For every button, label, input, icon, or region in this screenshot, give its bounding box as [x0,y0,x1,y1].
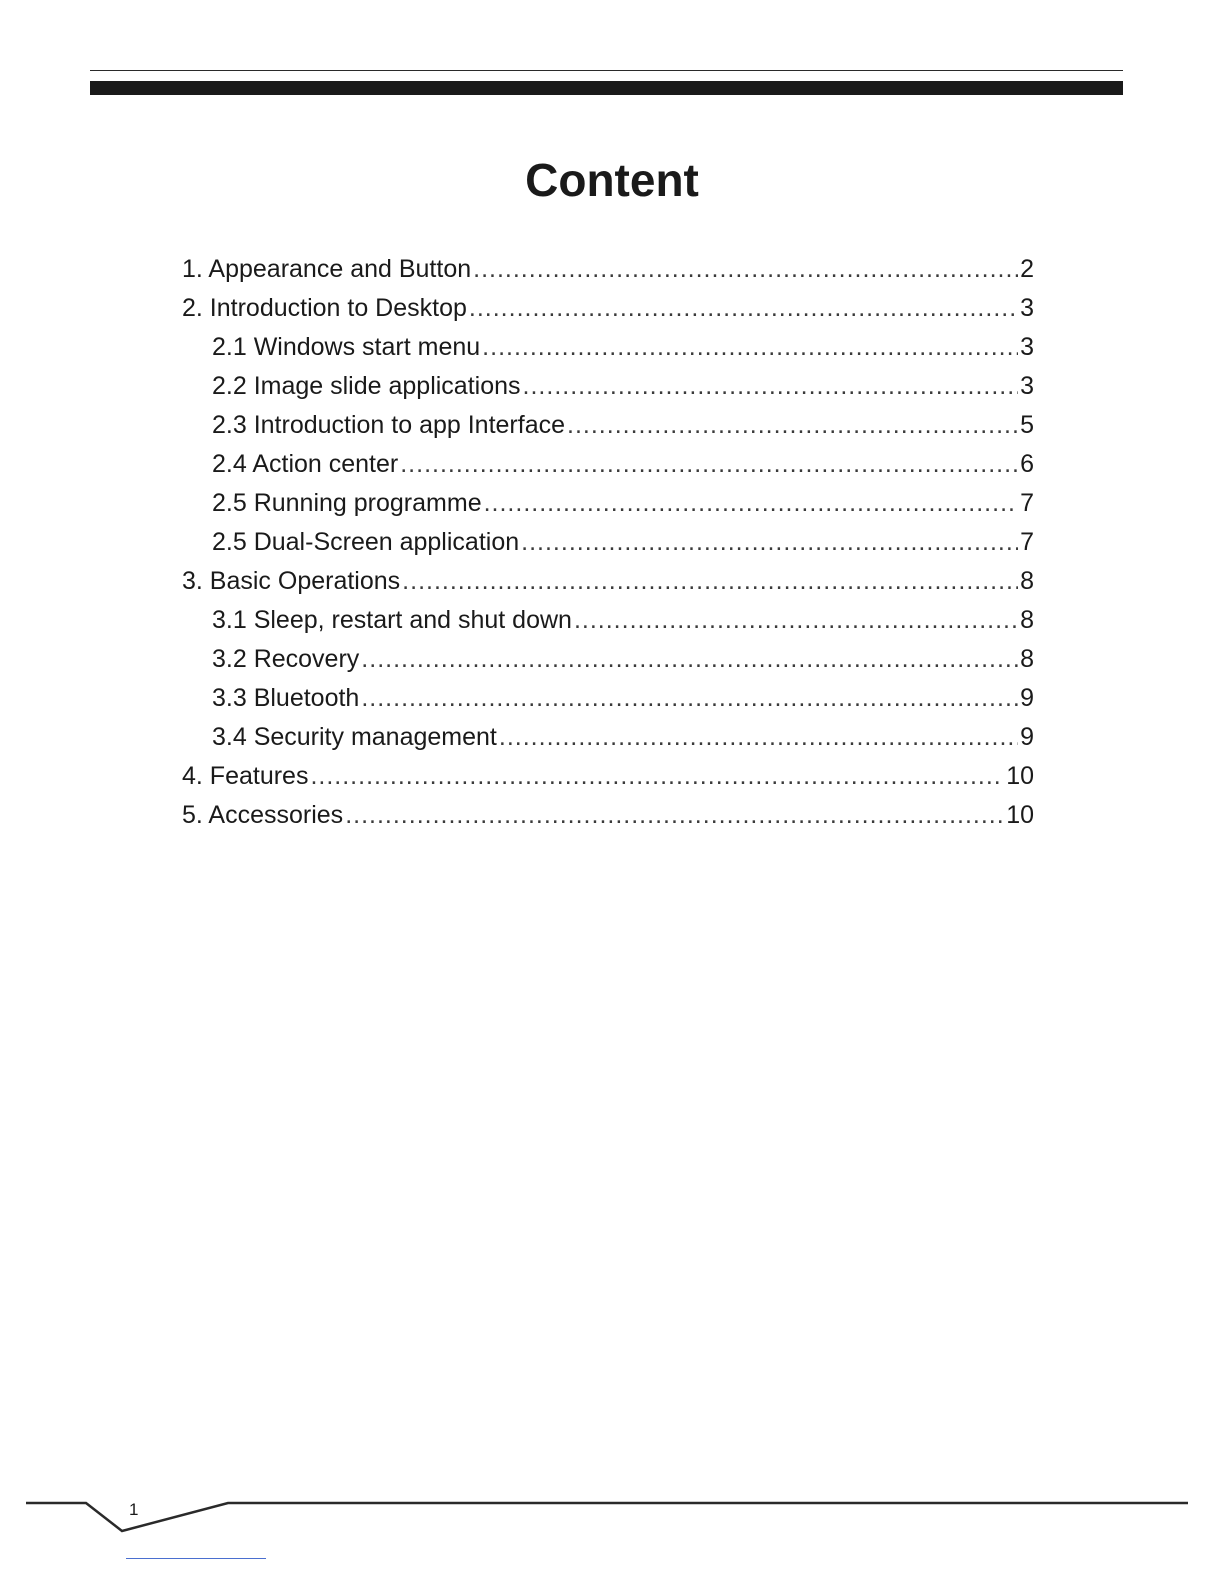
toc-dot-leader [310,757,1004,796]
toc-entry[interactable] [182,484,1034,523]
toc-dot-leader [469,289,1018,328]
toc-entry[interactable] [182,250,1034,289]
toc-dot-leader [484,484,1019,523]
toc-entry-label: 2.1 Windows start menu [212,333,481,361]
toc-entry-label: 2.5 Running programme [212,489,482,517]
toc-entry[interactable] [182,640,1034,679]
toc-entry[interactable] [182,406,1034,445]
toc-dot-leader [567,406,1018,445]
toc-entry-page: 5 [1020,411,1034,439]
toc-entry-page: 9 [1020,684,1034,712]
toc-entry[interactable] [182,757,1034,796]
table-of-contents [182,250,1034,835]
toc-entry-label: 2.4 Action center [212,450,399,478]
toc-dot-leader [361,679,1018,718]
toc-entry[interactable] [182,679,1034,718]
toc-entry-page: 3 [1020,294,1034,322]
toc-entry[interactable] [182,328,1034,367]
toc-entry-label: 3.3 Bluetooth [212,684,360,712]
toc-dot-leader [574,601,1018,640]
toc-entry-page: 8 [1020,645,1034,673]
toc-entry-page: 2 [1020,255,1034,283]
toc-entry-label: 2.3 Introduction to app Interface [212,411,566,439]
header-thin-rule [90,70,1123,71]
toc-dot-leader [499,718,1018,757]
toc-dot-leader [521,523,1018,562]
toc-entry-page: 6 [1020,450,1034,478]
toc-entry-label: 2.5 Dual-Screen application [212,528,520,556]
toc-entry-label: 5. Accessories [182,801,344,829]
toc-entry-page: 9 [1020,723,1034,751]
toc-entry-page: 7 [1020,528,1034,556]
header-thick-bar [90,81,1123,95]
toc-entry-page: 3 [1020,333,1034,361]
toc-entry-label: 3.1 Sleep, restart and shut down [212,606,572,634]
toc-entry-label: 2.2 Image slide applications [212,372,521,400]
toc-entry[interactable] [182,289,1034,328]
footer-link-underline [126,1558,266,1559]
toc-entry[interactable] [182,523,1034,562]
toc-dot-leader [402,562,1018,601]
toc-entry-label: 4. Features [182,762,309,790]
toc-entry-label: 2. Introduction to Desktop [182,294,467,322]
toc-dot-leader [400,445,1018,484]
toc-entry-label: 3. Basic Operations [182,567,401,595]
toc-entry-label: 3.4 Security management [212,723,497,751]
footer-notched-line [0,1490,1224,1540]
toc-entry-label: 1. Appearance and Button [182,255,472,283]
page-number: 1 [129,1500,139,1519]
toc-entry[interactable] [182,601,1034,640]
page-title: Content [525,154,699,206]
toc-entry-page: 8 [1020,567,1034,595]
toc-entry[interactable] [182,562,1034,601]
toc-entry[interactable] [182,445,1034,484]
toc-entry[interactable] [182,796,1034,835]
toc-dot-leader [473,250,1018,289]
toc-entry-label: 3.2 Recovery [212,645,360,673]
toc-entry-page: 7 [1020,489,1034,517]
toc-dot-leader [482,328,1018,367]
toc-entry[interactable] [182,718,1034,757]
toc-dot-leader [361,640,1018,679]
toc-entry-page: 8 [1020,606,1034,634]
toc-entry[interactable] [182,367,1034,406]
toc-entry-page: 10 [1006,801,1034,829]
toc-dot-leader [523,367,1019,406]
toc-entry-page: 10 [1006,762,1034,790]
toc-entry-page: 3 [1020,372,1034,400]
toc-dot-leader [345,796,1004,835]
